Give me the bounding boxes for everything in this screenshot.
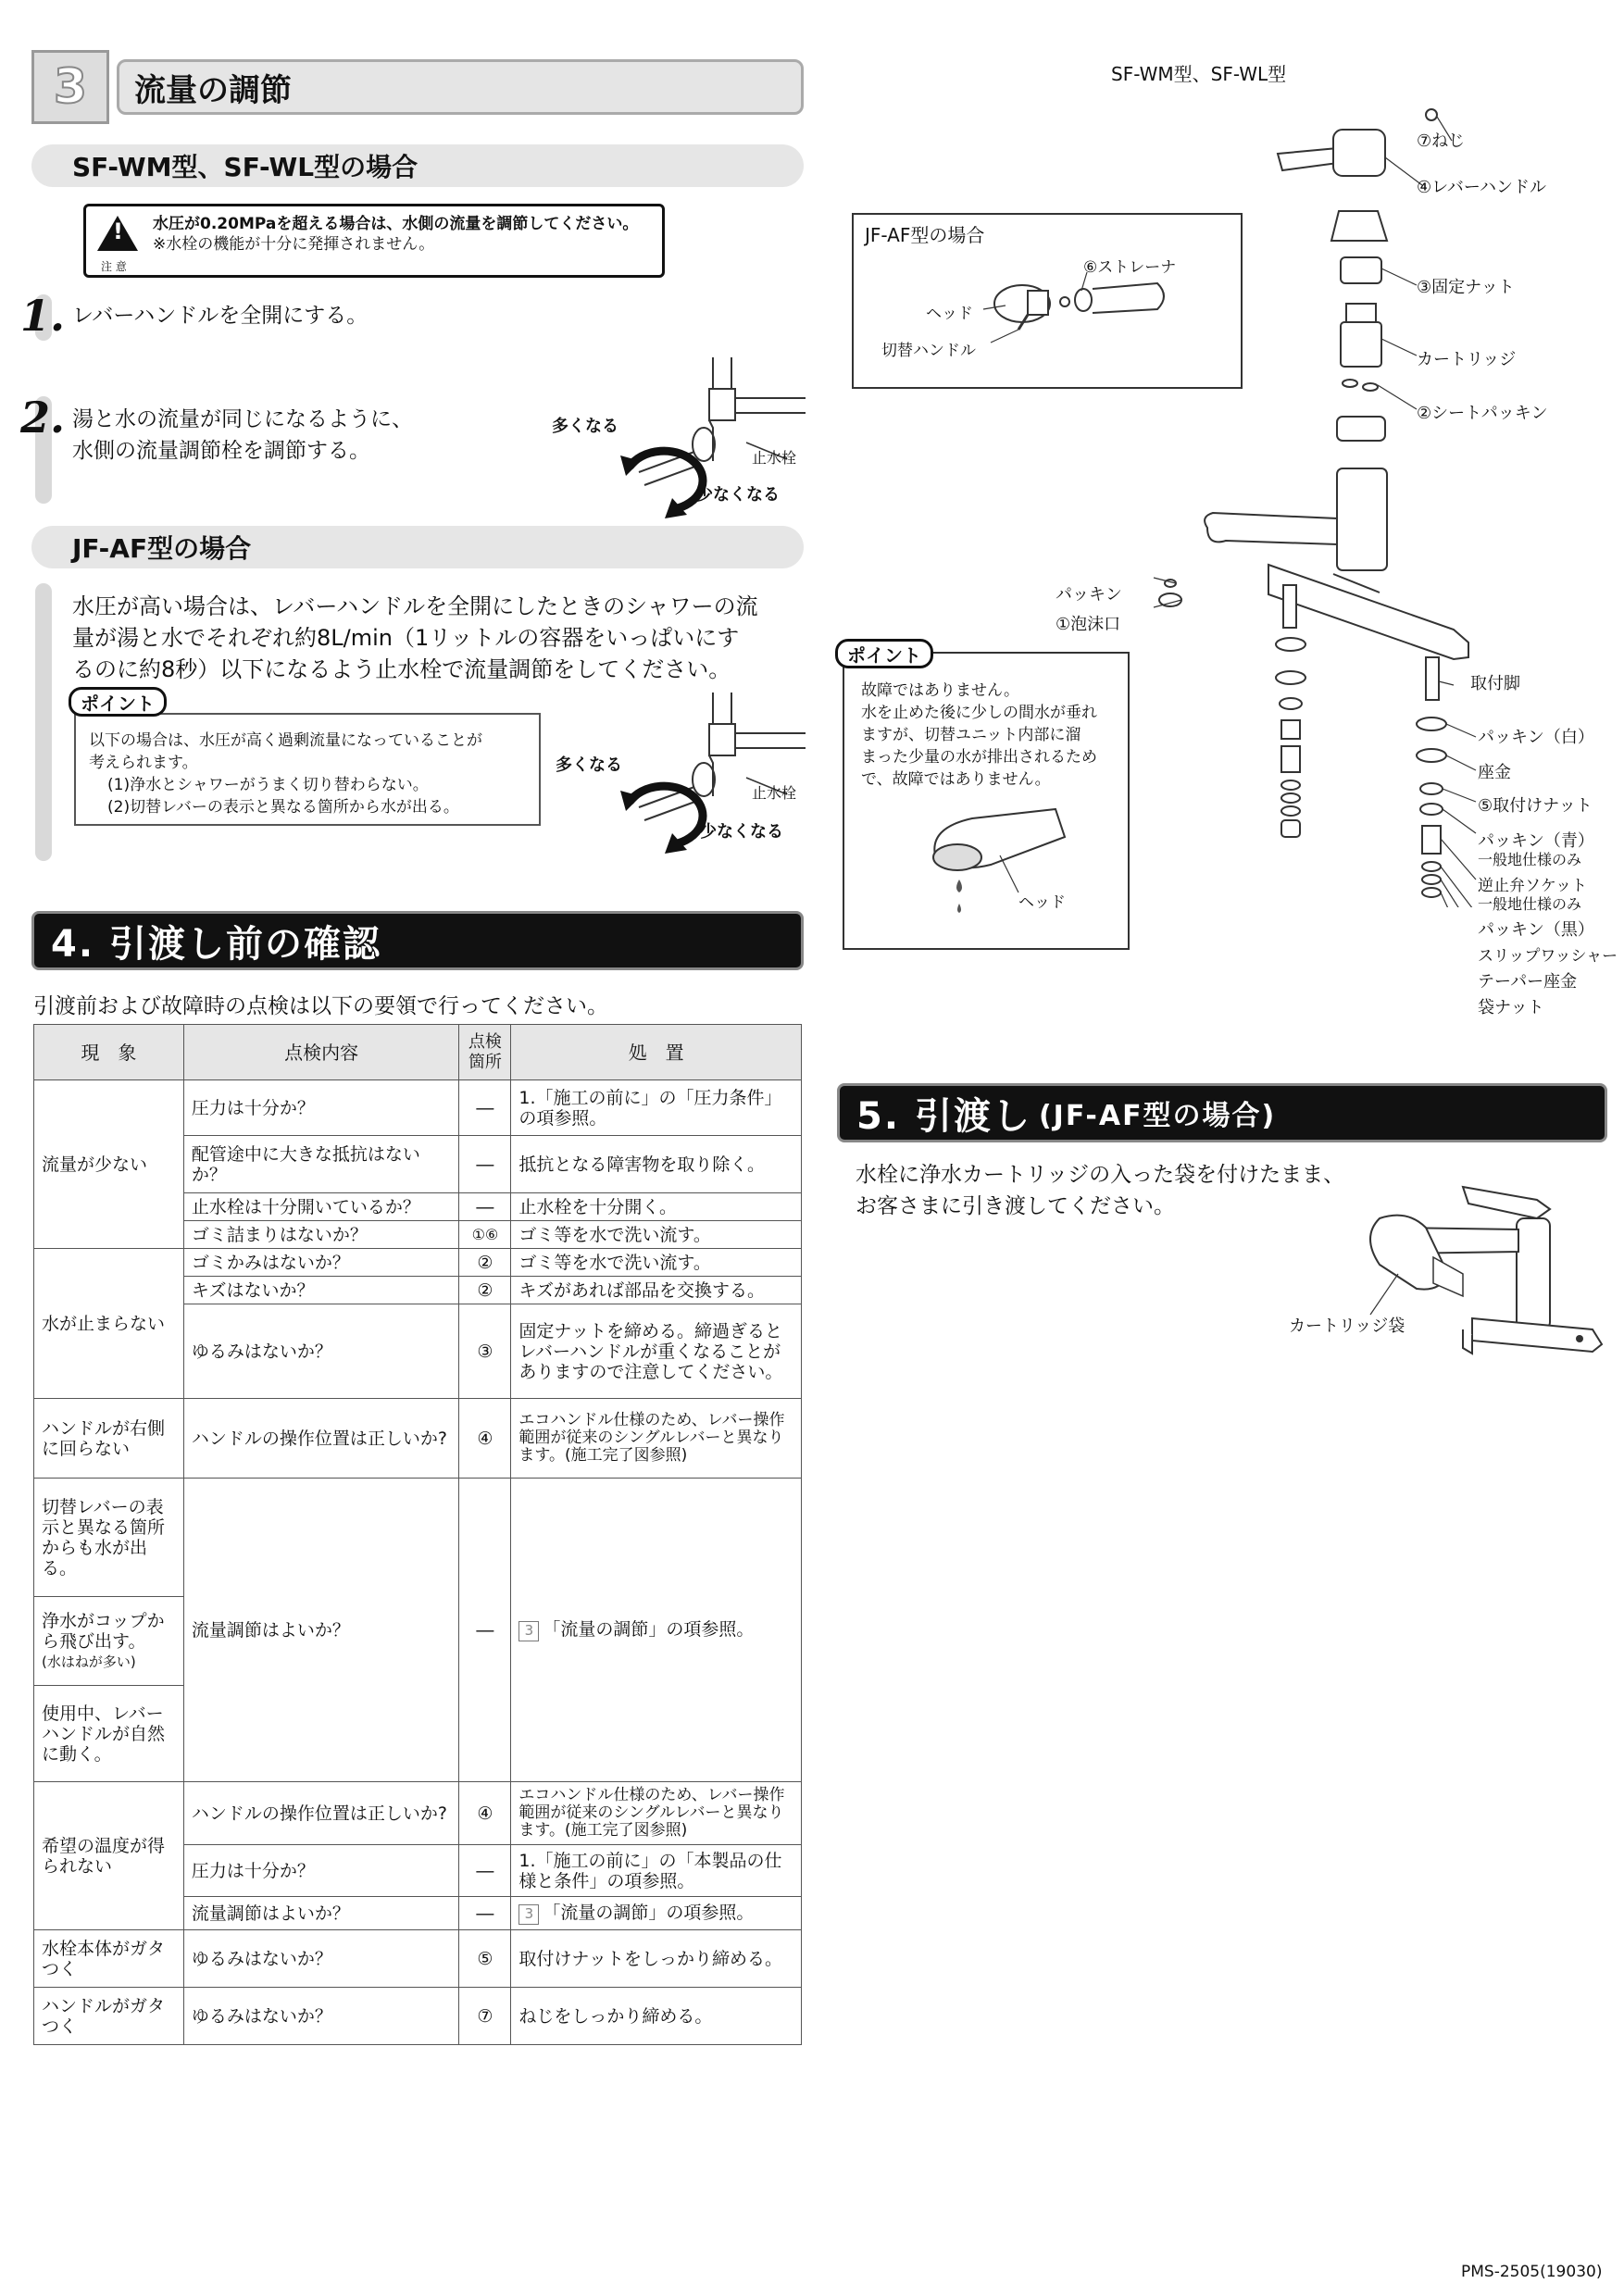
symptom-4b-note: (水はねが多い) <box>42 1653 136 1670</box>
jf-strainer-label: ⑥ストレーナ <box>1083 258 1177 277</box>
section4-title: 4. 引渡し前の確認 <box>31 911 804 970</box>
caution-line1: 水圧が0.20MPaを超える場合は、水側の流量を調節してください。 <box>153 215 639 233</box>
point-box-2-text <box>861 680 1097 791</box>
part-fixing-nut: ③固定ナット <box>1417 278 1515 297</box>
part-cartridge: カートリッジ <box>1417 350 1517 369</box>
part-taper-washer: テーパー座金 <box>1478 972 1578 992</box>
table-row-check: 圧力は十分か？ <box>183 1080 459 1136</box>
more-label-2: 多くなる <box>556 755 622 775</box>
head-drip-diagram <box>917 800 1074 939</box>
header-symptom: 現 象 <box>34 1025 184 1080</box>
table-row-action: 止水栓を十分開く。 <box>511 1193 802 1221</box>
table-row-check: 止水栓は十分開いているか？ <box>183 1193 459 1221</box>
table-row-loc: ― <box>459 1845 511 1897</box>
section3-number: 3 <box>31 50 109 124</box>
step2-number: 2. <box>20 393 66 443</box>
table-row-check: 流量調節はよいか？ <box>183 1897 459 1930</box>
table-row-action: ゴミ等を水で洗い流す。 <box>511 1249 802 1277</box>
table-row-loc: ①⑥ <box>459 1221 511 1249</box>
part-check-valve-socket: 逆止弁ソケット <box>1478 877 1587 895</box>
stopcock-label-2: 止水栓 <box>752 784 797 802</box>
table-row-action-cell <box>511 1897 802 1930</box>
point1-line3: (1)浄水とシャワーがうまく切り替わらない。 <box>107 776 429 794</box>
point2-line3: ますが、切替ユニット内部に溜 <box>861 726 1081 744</box>
part-aerator: ①泡沫口 <box>1056 615 1121 634</box>
caution-label: 注 意 <box>101 260 127 273</box>
table-row-check: キズはないか？ <box>183 1277 459 1304</box>
part-seat-packing: ②シートパッキン <box>1417 404 1548 423</box>
part-packing-white: パッキン（白） <box>1478 728 1594 747</box>
jf-head-label: ヘッド <box>926 305 973 323</box>
jf-line1: 水圧が高い場合は、レバーハンドルを全開にしたときのシャワーの流 <box>72 593 758 619</box>
stopcock-label-1: 止水栓 <box>752 449 797 467</box>
table-row-action: 取付けナットをしっかり締める。 <box>511 1930 802 1988</box>
table-row-check: ハンドルの操作位置は正しいか? <box>183 1782 459 1845</box>
section5-line1: 水栓に浄水カートリッジの入った袋を付けたまま、 <box>856 1163 1345 1187</box>
point2-line2: 水を止めた後に少しの間水が垂れ <box>861 704 1097 722</box>
part-lever-handle: ④レバーハンドル <box>1417 178 1546 197</box>
less-label-2: 少なくなる <box>700 822 783 842</box>
section5-title-sub: (JF-AF型の場合) <box>1038 1100 1277 1132</box>
section5-title-main: 5. 引渡し <box>856 1094 1031 1138</box>
sf-subheading: SF-WM型、SF-WL型の場合 <box>31 144 804 187</box>
table-row-check: ゴミ詰まりはないか？ <box>183 1221 459 1249</box>
jf-af-title: JF-AF型の場合 <box>865 224 985 246</box>
document-code: PMS-2505(19030) <box>1461 2263 1603 2281</box>
point2-head-label: ヘッド <box>1018 893 1066 912</box>
table-row-loc: ② <box>459 1249 511 1277</box>
symptom-4c: 使用中、レバーハンドルが自然に動く。 <box>34 1686 184 1782</box>
jf-subheading: JF-AF型の場合 <box>31 526 804 568</box>
table-row-check: ゆるみはないか？ <box>183 1304 459 1399</box>
part-general-only-2: 一般地仕様のみ <box>1478 895 1582 913</box>
point2-line1: 故障ではありません。 <box>861 681 1020 700</box>
caution-line2: ※水栓の機能が十分に発揮されません。 <box>153 235 435 254</box>
diagram-model-title: SF-WM型、SF-WL型 <box>1111 63 1287 85</box>
table-row-check: ゴミかみはないか？ <box>183 1249 459 1277</box>
less-label-1: 少なくなる <box>696 485 780 505</box>
table-row-action-cell <box>511 1479 802 1782</box>
symptom-5: 希望の温度が得られない <box>34 1782 184 1930</box>
point1-line4: (2)切替レバーの表示と異なる箇所から水が出る。 <box>107 798 459 817</box>
table-row-check: ゆるみはないか？ <box>183 1988 459 2045</box>
table-row-action: 抵抗となる障害物を取り除く。 <box>511 1136 802 1193</box>
jf-body <box>72 591 804 685</box>
table-row-check: ハンドルの操作位置は正しいか? <box>183 1399 459 1479</box>
part-general-only-1: 一般地仕様のみ <box>1478 851 1582 868</box>
caution-box <box>83 204 665 278</box>
section5-title <box>837 1083 1607 1142</box>
table-row-check: 圧力は十分か？ <box>183 1845 459 1897</box>
point1-line1: 以下の場合は、水圧が高く過剰流量になっていることが <box>89 731 482 750</box>
jf-switch-handle-label: 切替ハンドル <box>881 342 976 360</box>
symptom-7: ハンドルがガタつく <box>34 1988 184 2045</box>
point2-line4: まった少量の水が排出されるため <box>861 748 1097 767</box>
table-row-loc: ④ <box>459 1399 511 1479</box>
table-row-action: エコハンドル仕様のため、レバー操作範囲が従来のシングルレバーと異なります。(施工完了図参照) <box>511 1782 802 1845</box>
part-screw: ⑦ねじ <box>1417 131 1466 151</box>
table-row-action: キズがあれば部品を交換する。 <box>511 1277 802 1304</box>
header-location: 点検箇所 <box>459 1025 511 1080</box>
point-tag-1: ポイント <box>69 687 167 717</box>
jf-line3: るのに約8秒）以下になるよう止水栓で流量調節をしてください。 <box>72 656 731 682</box>
part-mount-leg: 取付脚 <box>1470 674 1520 693</box>
table-row-loc: ⑤ <box>459 1930 511 1988</box>
table-row-loc: ― <box>459 1136 511 1193</box>
symptom-2: 水が止まらない <box>34 1249 184 1399</box>
step2-line1: 湯と水の流量が同じになるように、 <box>72 407 413 431</box>
table-row-action: ねじをしっかり締める。 <box>511 1988 802 2045</box>
step1-text: レバーハンドルを全開にする。 <box>72 304 369 328</box>
table-row-check: 流量調節はよいか？ <box>183 1479 459 1782</box>
part-slip-washer: スリップワッシャー <box>1478 947 1618 966</box>
point1-line2: 考えられます。 <box>89 754 198 772</box>
inspection-table <box>33 1024 802 2045</box>
table-row-loc: ③ <box>459 1304 511 1399</box>
table-row-action: 「流量の調節」の項参照。 <box>543 1902 755 1923</box>
table-row-check: 配管途中に大きな抵抗はないか？ <box>183 1136 459 1193</box>
symptom-4b-cell <box>34 1597 184 1686</box>
more-label-1: 多くなる <box>552 417 618 436</box>
part-packing: パッキン <box>1056 585 1122 605</box>
table-row-action: エコハンドル仕様のため、レバー操作範囲が従来のシングルレバーと異なります。(施工完了図参照) <box>511 1399 802 1479</box>
warning-icon <box>97 216 138 251</box>
table-row-loc: ― <box>459 1479 511 1782</box>
step1-number: 1. <box>20 291 66 341</box>
part-packing-blue: パッキン（青） <box>1478 831 1594 851</box>
symptom-4b: 浄水がコップから飛び出す。 <box>42 1610 165 1652</box>
table-row-action: 1.「施工の前に」の「本製品の仕様と条件」の項参照。 <box>511 1845 802 1897</box>
header-check: 点検内容 <box>183 1025 459 1080</box>
table-row-action: 1.「施工の前に」の「圧力条件」の項参照。 <box>511 1080 802 1136</box>
section5-body <box>856 1159 1344 1222</box>
section5-line2: お客さまに引き渡してください。 <box>856 1194 1175 1218</box>
symptom-3: ハンドルが右側に回らない <box>34 1399 184 1479</box>
symptom-1: 流量が少ない <box>34 1080 184 1249</box>
table-row-loc: ② <box>459 1277 511 1304</box>
section-ref-badge: 3 <box>518 1904 539 1925</box>
table-row-loc: ④ <box>459 1782 511 1845</box>
section4-intro: 引渡前および故障時の点検は以下の要領で行ってください。 <box>33 994 608 1018</box>
header-action: 処 置 <box>511 1025 802 1080</box>
cartridge-bag-label: カートリッジ袋 <box>1289 1316 1405 1336</box>
table-row-check: ゆるみはないか？ <box>183 1930 459 1988</box>
part-packing-black: パッキン（黒） <box>1478 920 1594 940</box>
table-row-action: ゴミ等を水で洗い流す。 <box>511 1221 802 1249</box>
symptom-4a: 切替レバーの表示と異なる箇所からも水が出る。 <box>34 1479 184 1597</box>
point2-line5: で、故障ではありません。 <box>861 770 1051 789</box>
table-row-loc: ― <box>459 1193 511 1221</box>
point-tag-2: ポイント <box>835 639 933 668</box>
step2-line2: 水側の流量調節栓を調節する。 <box>72 439 370 463</box>
section3-title: 流量の調節 <box>117 59 804 115</box>
part-bag-nut: 袋ナット <box>1478 998 1544 1017</box>
part-mounting-nut: ⑤取付けナット <box>1478 796 1593 816</box>
part-washer: 座金 <box>1478 763 1511 782</box>
table-row-action: 「流量の調節」の項参照。 <box>543 1618 755 1640</box>
table-row-loc: ― <box>459 1080 511 1136</box>
table-row-loc: ― <box>459 1897 511 1930</box>
table-row-loc: ⑦ <box>459 1988 511 2045</box>
jf-line2: 量が湯と水でそれぞれ約8L/min（1リットルの容器をいっぱいにす <box>72 625 740 651</box>
section-ref-badge: 3 <box>518 1621 539 1641</box>
faucet-bag-diagram <box>1287 1181 1611 1376</box>
jf-bar <box>35 583 52 861</box>
table-row-action: 固定ナットを締める。締過ぎるとレバーハンドルが重くなることがありますので注意してください。 <box>511 1304 802 1399</box>
symptom-6: 水栓本体がガタつく <box>34 1930 184 1988</box>
point-box-1 <box>74 713 541 826</box>
step2-text <box>72 404 413 467</box>
